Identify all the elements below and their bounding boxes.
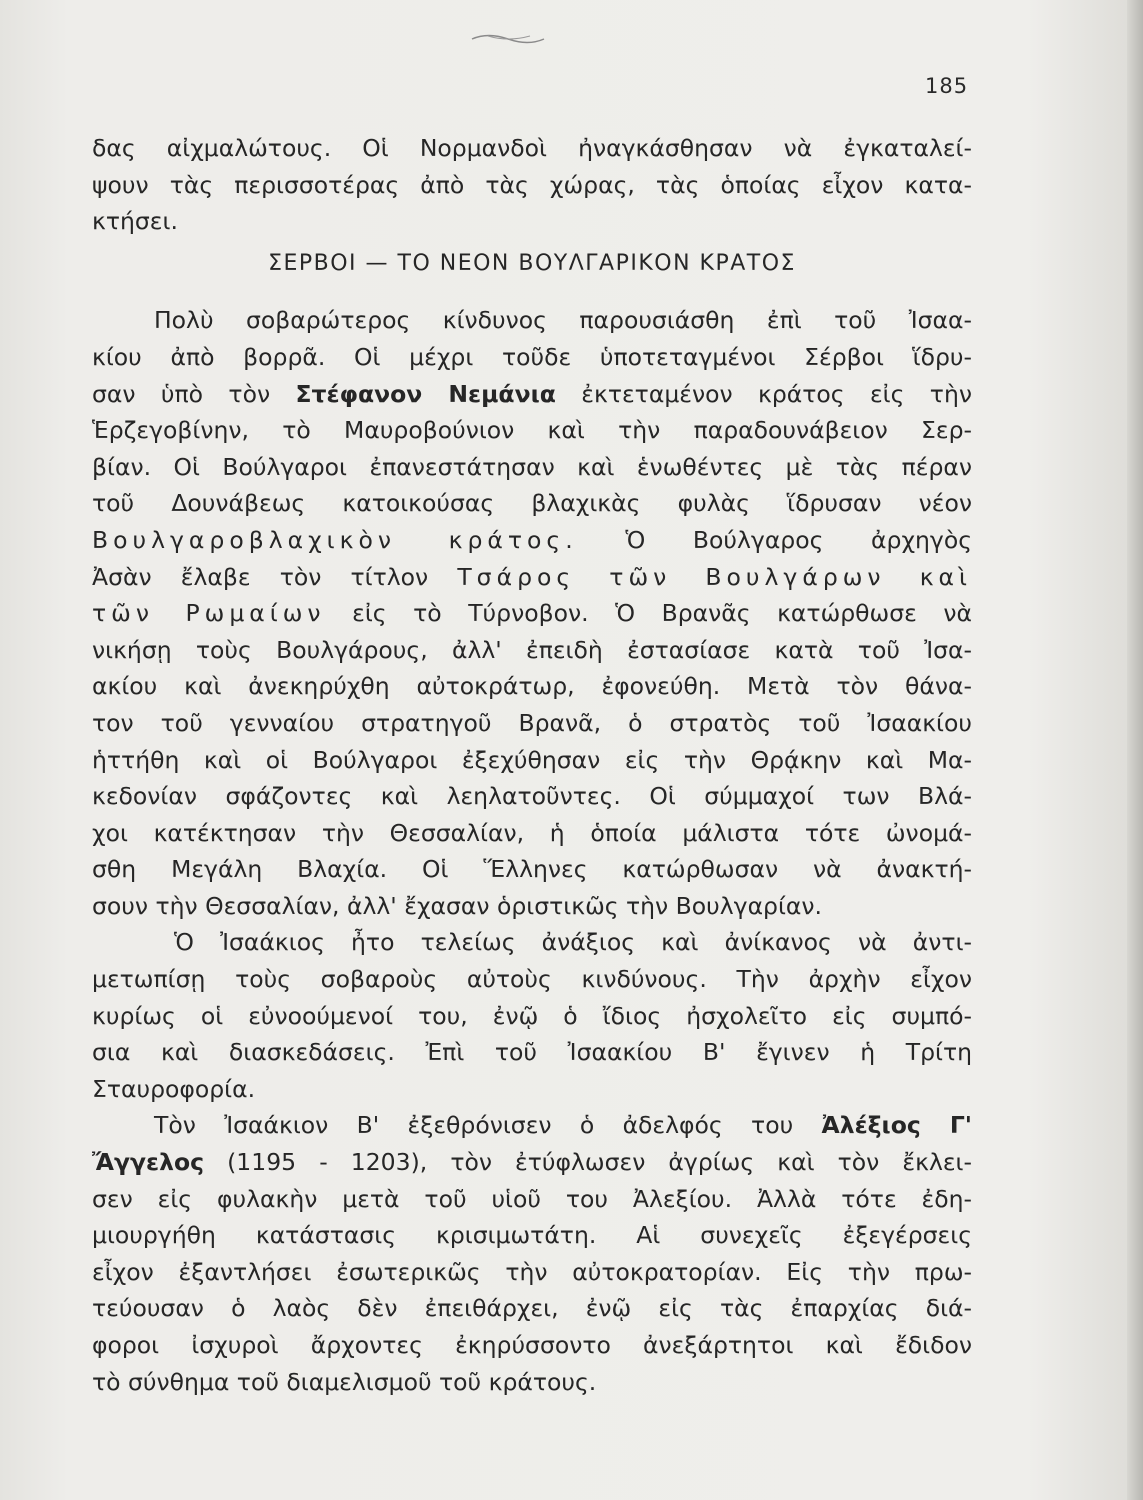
text-line: μετωπίσῃ τοὺς σοβαροὺς αὐτοὺς κινδύνους. Τὴν ἀρχὴν εἶχον bbox=[92, 965, 972, 994]
spaced-text: Τσάρος τῶν Βουλγάρων καὶ bbox=[457, 562, 972, 591]
page-text bbox=[92, 130, 972, 1400]
text-line: σθη Μεγάλη Βλαχία. Οἱ Ἕλληνες κατώρθωσαν νὰ ἀνακτή- bbox=[92, 855, 972, 884]
text-line: τὸ σύνθημα τοῦ διαμελισμοῦ τοῦ κράτους. bbox=[92, 1367, 597, 1396]
text-segment: ἐκτεταμένον κράτος εἰς τὴν bbox=[581, 379, 972, 408]
text-line bbox=[92, 559, 972, 596]
text-line bbox=[92, 1144, 972, 1181]
text-line: τεύουσαν ὁ λαὸς δὲν ἐπειθάρχει, ἐνῷ εἰς τὰς ἐπαρχίας διά- bbox=[92, 1294, 972, 1323]
text-segment: Τὸν Ἰσαάκιον Β' ἐξεθρόνισεν ὁ ἀδελφός του bbox=[154, 1111, 794, 1140]
text-line: ακίου καὶ ἀνεκηρύχθη αὐτοκράτωρ, ἐφονεύθη. Μετὰ τὸν θάνα- bbox=[92, 672, 972, 701]
bold-name: Ἄγγελος bbox=[92, 1148, 205, 1177]
text-segment: εἰς τὸ Τύρνοβον. Ὁ Βρανᾶς κατώρθωσε νὰ bbox=[352, 599, 972, 628]
text-line bbox=[92, 522, 972, 559]
text-line bbox=[92, 595, 972, 632]
text-line bbox=[92, 1107, 972, 1144]
text-line: ψουν τὰς περισσοτέρας ἀπὸ τὰς χώρας, τὰς ὁποίας εἶχον κατα- bbox=[92, 170, 972, 199]
text-line: σεν εἰς φυλακὴν μετὰ τοῦ υἱοῦ του Ἀλεξίου. Ἀλλὰ τότε ἐδη- bbox=[92, 1184, 972, 1213]
text-line: Πολὺ σοβαρώτερος κίνδυνος παρουσιάσθη ἐπὶ τοῦ Ἰσαα- bbox=[154, 306, 972, 335]
text-line: σια καὶ διασκεδάσεις. Ἐπὶ τοῦ Ἰσαακίου Β' ἔγινεν ἡ Τρίτη bbox=[92, 1038, 972, 1067]
text-segment: (1195 - 1203), τὸν ἐτύφλωσεν ἀγρίως καὶ τὸν ἔκλει- bbox=[227, 1148, 972, 1177]
text-line: δας αἰχμαλώτους. Οἱ Νορμανδοὶ ἠναγκάσθησαν νὰ ἐγκαταλεί- bbox=[92, 134, 972, 162]
text-segment: Ἀσὰν ἔλαβε τὸν τίτλον bbox=[92, 562, 429, 591]
text-line: Ὁ Ἰσαάκιος ἦτο τελείως ἀνάξιος καὶ ἀνίκανος νὰ ἀντι- bbox=[174, 928, 972, 957]
bold-name: Ἀλέξιος Γ' bbox=[821, 1111, 972, 1140]
section-heading: ΣΕΡΒΟΙ — ΤΟ ΝΕΟΝ ΒΟΥΛΓΑΡΙΚΟΝ ΚΡΑΤΟΣ bbox=[268, 250, 796, 276]
text-line: φοροι ἰσχυροὶ ἄρχοντες ἐκηρύσσοντο ἀνεξάρτητοι καὶ ἔδιδον bbox=[92, 1331, 972, 1359]
page-edge-shadow bbox=[1127, 0, 1143, 1500]
text-line: βίαν. Οἱ Βούλγαροι ἐπανεστάτησαν καὶ ἑνωθέντες μὲ τὰς πέραν bbox=[92, 452, 972, 481]
text-line: Σταυροφορία. bbox=[92, 1074, 256, 1103]
text-line: εἶχον ἐξαντλήσει ἐσωτερικῶς τὴν αὐτοκρατορίαν. Εἰς τὴν πρω- bbox=[92, 1257, 972, 1286]
text-line: μιουργήθη κατάστασις κρισιμωτάτη. Αἱ συνεχεῖς ἐξεγέρσεις bbox=[92, 1221, 972, 1250]
page-number: 185 bbox=[925, 74, 969, 98]
text-line: κτήσει. bbox=[92, 207, 178, 236]
text-line bbox=[92, 376, 972, 413]
text-line: τοῦ Δουνάβεως κατοικούσας βλαχικὰς φυλὰς ἵδρυσαν νέον bbox=[92, 489, 972, 518]
text-line: κίου ἀπὸ βορρᾶ. Οἱ μέχρι τοῦδε ὑποτεταγμένοι Σέρβοι ἵδρυ- bbox=[92, 342, 972, 371]
text-line: τον τοῦ γενναίου στρατηγοῦ Βρανᾶ, ὁ στρατὸς τοῦ Ἰσαακίου bbox=[92, 708, 972, 737]
spaced-text: τῶν Ρωμαίων bbox=[92, 599, 326, 628]
text-line: σουν τὴν Θεσσαλίαν, ἀλλ' ἔχασαν ὁριστικῶς τὴν Βουλγαρίαν. bbox=[92, 891, 823, 920]
text-line: νικήσῃ τοὺς Βουλγάρους, ἀλλ' ἐπειδὴ ἐστασίασε κατὰ τοῦ Ἰσα- bbox=[92, 635, 972, 664]
text-line: χοι κατέκτησαν τὴν Θεσσαλίαν, ἡ ὁποία μάλιστα τότε ὠνομά- bbox=[92, 818, 972, 847]
bold-name: Στέφανον Νεμάνια bbox=[295, 379, 556, 408]
text-segment: σαν ὑπὸ τὸν bbox=[92, 379, 271, 408]
text-line: κεδονίαν σφάζοντες καὶ λεηλατοῦντες. Οἱ σύμμαχοί των Βλά- bbox=[92, 782, 972, 811]
ornament-icon bbox=[468, 30, 548, 48]
spaced-text: Βουλγαροβλαχικὸν κράτος. bbox=[92, 525, 578, 554]
text-line: ἡττήθη καὶ οἱ Βούλγαροι ἐξεχύθησαν εἰς τὴν Θρᾴκην καὶ Μα- bbox=[92, 745, 972, 774]
text-line: Ἑρζεγοβίνην, τὸ Μαυροβούνιον καὶ τὴν παραδουνάβειον Σερ- bbox=[92, 416, 972, 445]
text-line: κυρίως οἱ εὐνοούμενοί του, ἐνῷ ὁ ἴδιος ἠσχολεῖτο εἰς συμπό- bbox=[92, 1001, 972, 1030]
text-segment: Ὁ Βούλγαρος ἀρχηγὸς bbox=[625, 525, 972, 554]
